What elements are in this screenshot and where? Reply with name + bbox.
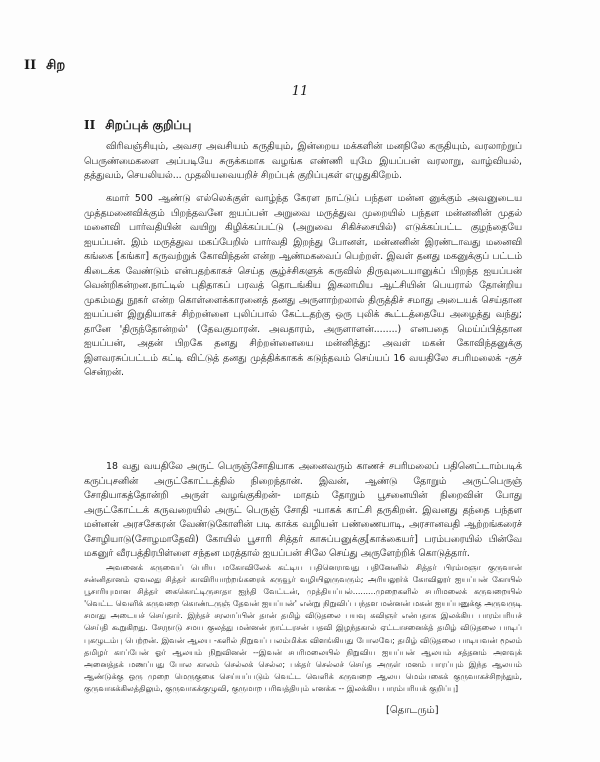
page-number: 11 [291,84,309,99]
header-label: சிற [46,58,66,73]
running-header [24,58,65,74]
paragraph-1: விரிவஞ்சியும், அவசர அவசியம் கருதியும், இன்றைய மக்களின் மனநிலே கருதியும், வரலாற்றுப் பெருண்மைகளை அப்படியே சுருக்கமாக வழங்க எண்ணி யுமே இயப்பன் வரலாறு, வாழ்வியல், தத்துவம், செயலியல்... முதலியவையறிச் சிறப்புக் குறிப்புகள் எழுதுகிறேம். [84,141,522,181]
paragraph-3: 18 வது வயதிலே அருட் பெருஞ்சோதியாக அனைவரும் காணச் சபரிமலைப் பதினெட்டாம்படிக் கருப்புசனின் அருட்கோட்டத்தில் நிறைந்தான். இவன், ஆண்டு தோறும் அருட்பெருஞ் சோதியாகத்தோன்றி அருள் வழங்குகிறன்- மாதம் தோறும் பூசனையின் நிறைவின் போது அருட்கோட்டக் கருவறையில் அருட் பெருஞ் சோதி -யாகக் காட்சி தருகிறன். இவனது தந்தை பந்தள மன்னன் அரசசேகரன் வேண்டுகோளின் படி காக்க வழியன் பண்ணையாடி, அரசானவதி ஆற்றங்கரைச் சோழியாடு(சோழமாதேவி) கோயில் பூசாரி சித்தர் காசுப்பனுக்கு[காக்கையர்] பரம்பரையில் பின்வே மகனுர் வீரபத்திரபிள்ளை சந்தன மரத்தால் ஐயப்பன் சிலே செய்து அருளேற்றிக் கொடுத்தார். [84,461,522,559]
header-numeral: II [24,58,37,73]
paragraph-2: கமார் 500 ஆண்டு எல்லெக்குள் வாழ்ந்த கேரள நாட்டுப் பந்தள மன்ன னுக்கும் அவனுடைய முத்தமனைவிக்கும் பிறந்தவனே ஐயப்பன் அறுவை மருத்துவ முறையில் பந்தள மன்னனின் முதல் மனைவி பார்வதியின் வயிறு கிழிக்கப்பட்டு (அறுவை சிகிச்சையில்) எடுக்கப்பட்ட குழந்தையே ஐயப்பன். இம் மருத்துவ மகப்பேறில் பார்வதி இறந்து போனள், மன்னனின் இரண்டாவது மனைவி கங்கை [கங்கா] கருவற்றுக் கோவிந்தன் என்ற ஆண்மகவைப் பெற்றள். இவள் தனது மகனுக்குப் பட்டம் கிடைக்க வேண்டும் என்பதற்காகச் செய்த சூழ்ச்சிகளுக் கருவில் திருவுடையானுக்ப் பிறந்த ஐயப்பன் வென்றிகன்றன.நாட்டில் புதிதாகப் பரவத் தொடங்கிய இசுலாமிய ஆட்சியின் பெயரால் தோன்றிய முகம்மது நூகர் என்ற கொள்ளைக்காரனைத் தனது அருளாற்றலால் திருத்திச் சமாது அடையக் செய்தான ஐயப்பன் இறுதியாகச் சிற்றன்னை புலிப்பால் கேட்டதற்கு ஒரு புலிக் கூட்டத்தையே அழைத்து வந்து; தானே 'திருந்தோன்றல்' (தேவகுமாரன். அவதாரம், அருளாளன்........) எனபதை மெய்ப்பித்தான ஐயப்பன், அதன் பிறகே தனது சிற்றன்னையை மன்னித்து: அவள் மகன் கோவிந்தனுக்கு இளவரசுப்பட்டம் கட்டி விட்டுத் தனது முத்திக்காகக் கடுந்தவம் செய்யப் 16 வயதிலே சபரிமலைக் -குச் சென்றன். [84,193,522,378]
continued-marker: [தொடரும்] [386,705,439,716]
section-heading [84,118,191,134]
footnote-block: அவனைக் கருவைப் பெரிய மகோவிலேக் கட்டிய பதினெராவது பதினேனில் சித்தர் பிரம்மஞா குருவான் சன்னிதானம் ஏவலது சித்தர் காவிரியாற்றங்கரைக் கருவூர் வழியிலுருவரும்; அரியலூர்க் கோவிலூர் ஐயப்பன் கோயில் பூசாரியுமான சித்தர் கைகொட்டிருசாதா ஐந்தி வேட்டன், முத்தியப்பல்.........முறைகளில் சபரிமலைக் கருவறையில் 'வெட்ட வெளிக் கருவறை கொண்டருஞ் தேவன் ஐயப்பன்' என்று நிறுவிப் பந்தள மன்னன் மகன் ஐயப்பனுக்கு அருவருடி சமாது அடையச் செய்தார். இந்தச் சரலாப்பின் தான் தமிழ் விடுதலை பயவு கவிஞர் என்பதாக இலக்கிய பாரம்பரியச் செய்தி கூறுகிறது. சேரநாடு சமய குலத்து மன்னன் நாட்டரசன் பதவி இழந்தகால் ஏட்டாசனைக்த் தமிழ் விடுதலை பாடிப் புகழுடம்பு பெற்றன். இவன் ஆலய -களில் நிறுவப் பலம்மிக்க விளங்கியது போலவே; தமிழ் விடுதலை பாடியவன் மூலம் தமிழர் காப்பேன் ஓர் ஆலயம் நிறுவினன் --இவன் சபரிமலையில் நிறுவிய ஐயப்பன் ஆலயம் சத்தனம் அளவுக் அனைத்தக் மணப்பது போல காலம் செல்லக் செல்ல; பக்தர் செல்லச் செய்த அருள் மனம் பாரப்பும் இந்த ஆலயம் ஆண்டுக்கு ஒரு முறை மெருகுகை செய்யப்படும் வெட்ட வெளிக் கருவறை ஆலய மெம்பகைக் குருவாகச்சிறந்தும், குருவாகக்கிலத்திலும், குருவாகக்குழுவி, குருமாற பரிவத்தியும் எனக்க -- இலக்கிய பாரம்பரியக் குறிப்பு] [84,563,522,693]
section-title: சிறப்புக் குறிப்பு [105,118,192,132]
section-numeral: II [84,118,96,132]
